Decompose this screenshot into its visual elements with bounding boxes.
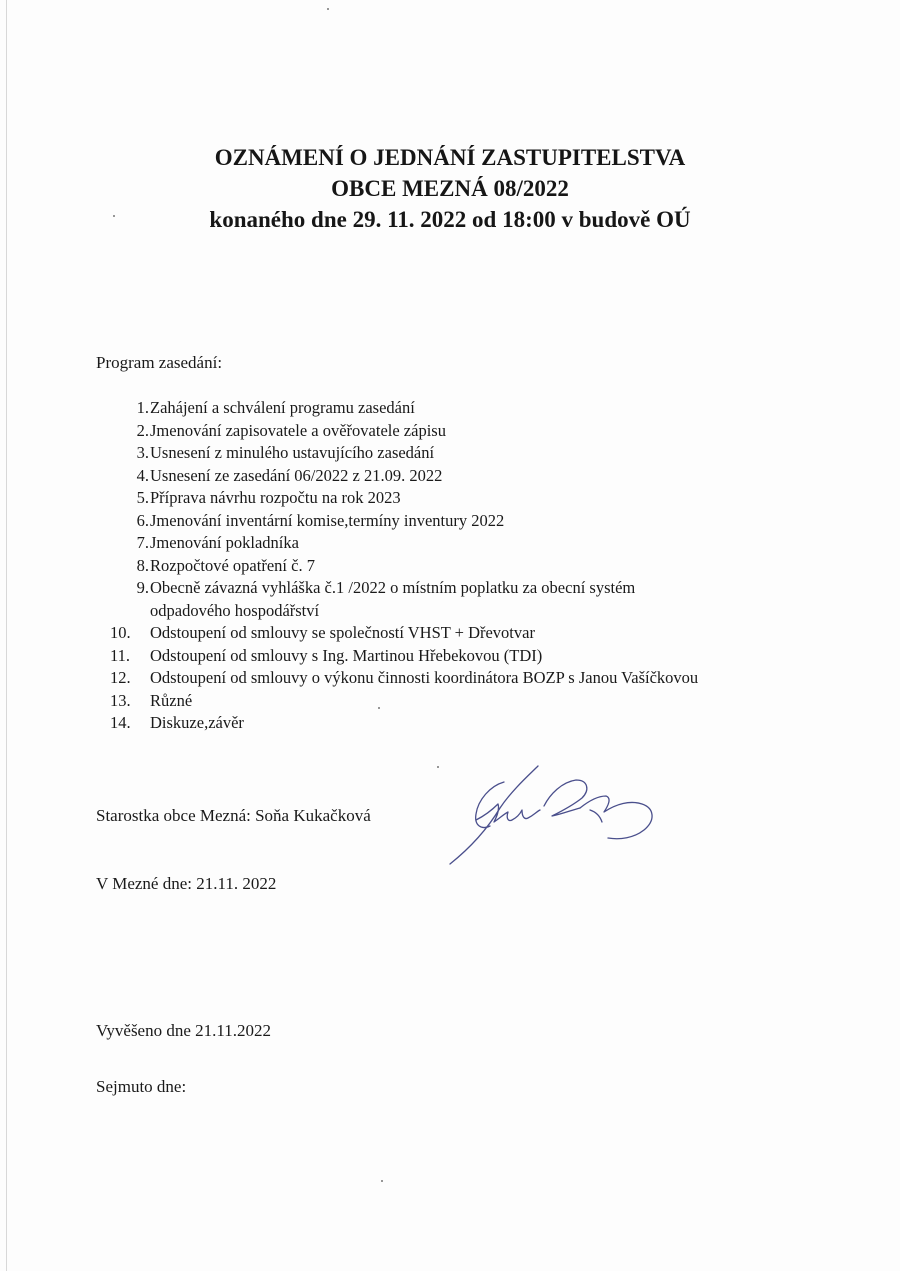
agenda-item-text bbox=[149, 510, 850, 533]
agenda-item-text bbox=[149, 442, 850, 465]
mayor-line: Starostka obce Mezná: Soňa Kukačková bbox=[96, 806, 371, 825]
document-heading bbox=[0, 142, 900, 235]
agenda-item-text-main: Jmenování zapisovatele a ověřovatele zápisu bbox=[150, 420, 446, 440]
agenda-item-number: 5. bbox=[136, 488, 149, 507]
agenda-item-text bbox=[149, 465, 850, 488]
agenda-item-number: 7. bbox=[136, 533, 149, 552]
agenda-item-text-main: Odstoupení od smlouvy s Ing. Martinou Hřebekovou (TDI) bbox=[150, 645, 543, 665]
agenda-item-number: 14. bbox=[110, 713, 131, 732]
scan-speck bbox=[378, 707, 380, 709]
agenda-item bbox=[110, 577, 850, 622]
agenda-item-text bbox=[149, 532, 850, 555]
agenda-item bbox=[110, 397, 850, 420]
agenda-item-text bbox=[149, 712, 850, 735]
agenda-item bbox=[110, 532, 850, 555]
agenda-item-text-continuation: odpadového hospodářství bbox=[150, 600, 320, 620]
agenda-item-number: 1. bbox=[136, 398, 149, 417]
agenda-item-number: 6. bbox=[136, 510, 149, 530]
agenda-item-text-main: Příprava návrhu rozpočtu na rok 2023 bbox=[150, 488, 401, 507]
agenda-item-text-main: Jmenování pokladníka bbox=[150, 533, 299, 552]
agenda-item-text bbox=[149, 487, 850, 510]
agenda-item bbox=[110, 465, 850, 488]
agenda-item-number: 10. bbox=[110, 623, 131, 642]
agenda-item-text-main: Usnesení ze zasedání 06/2022 z 21.09. 2022 bbox=[150, 465, 443, 485]
agenda-item-text-main: Zahájení a schválení programu zasedání bbox=[150, 398, 415, 417]
agenda-item-text-main: Různé bbox=[150, 690, 193, 710]
agenda-list bbox=[110, 397, 850, 735]
agenda-item-number: 12. bbox=[110, 668, 131, 687]
agenda-item-text bbox=[149, 645, 850, 668]
heading-line-3: konaného dne 29. 11. 2022 od 18:00 v budově OÚ bbox=[209, 207, 691, 232]
agenda-item bbox=[110, 442, 850, 465]
agenda-item-number: 2. bbox=[136, 420, 149, 440]
agenda-item-number: 3. bbox=[136, 443, 149, 462]
agenda-item bbox=[110, 645, 850, 668]
agenda-item-text-main: Obecně závazná vyhláška č.1 /2022 o místním poplatku za obecní systém bbox=[150, 578, 636, 597]
agenda-item-text bbox=[149, 397, 850, 420]
scan-speck bbox=[113, 215, 115, 217]
agenda-item bbox=[110, 690, 850, 713]
removed-line: Sejmuto dne: bbox=[96, 1077, 187, 1096]
posted-line: Vyvěšeno dne 21.11.2022 bbox=[96, 1021, 272, 1040]
agenda-item-text bbox=[149, 555, 850, 578]
agenda-item-text bbox=[149, 622, 850, 645]
agenda-item bbox=[110, 667, 850, 690]
agenda-item-text bbox=[149, 420, 850, 443]
agenda-item-text bbox=[149, 690, 850, 713]
program-label: Program zasedání: bbox=[96, 353, 223, 372]
agenda-item-text-main: Jmenování inventární komise,termíny inventury 2022 bbox=[150, 510, 505, 530]
scan-speck bbox=[381, 1180, 383, 1182]
agenda-item bbox=[110, 622, 850, 645]
agenda-item-text bbox=[149, 577, 850, 622]
agenda-item bbox=[110, 487, 850, 510]
agenda-item-text-main: Diskuze,závěr bbox=[150, 713, 244, 732]
heading-line-2: OBCE MEZNÁ 08/2022 bbox=[331, 176, 569, 201]
agenda-item-number: 13. bbox=[110, 690, 131, 710]
agenda-item-number: 4. bbox=[136, 465, 149, 485]
agenda-item-text-main: Odstoupení od smlouvy o výkonu činnosti koordinátora BOZP s Janou Vašíčkovou bbox=[150, 668, 699, 687]
scan-speck bbox=[437, 766, 439, 768]
date-line: V Mezné dne: 21.11. 2022 bbox=[96, 874, 277, 893]
agenda-item bbox=[110, 420, 850, 443]
agenda-item bbox=[110, 555, 850, 578]
agenda-item-number: 11. bbox=[110, 645, 131, 665]
agenda-item-text bbox=[149, 667, 850, 690]
agenda-item-text-main: Usnesení z minulého ustavujícího zasedání bbox=[150, 443, 435, 462]
heading-line-1: OZNÁMENÍ O JEDNÁNÍ ZASTUPITELSTVA bbox=[214, 145, 686, 170]
agenda-item bbox=[110, 712, 850, 735]
agenda-item-number: 9. bbox=[136, 578, 149, 597]
signature-icon bbox=[440, 760, 670, 870]
agenda-item-number: 8. bbox=[136, 555, 149, 575]
agenda-item bbox=[110, 510, 850, 533]
agenda-item-text-main: Odstoupení od smlouvy se společností VHST + Dřevotvar bbox=[150, 623, 535, 642]
scan-speck bbox=[327, 8, 329, 10]
agenda-item-text-main: Rozpočtové opatření č. 7 bbox=[150, 555, 315, 575]
